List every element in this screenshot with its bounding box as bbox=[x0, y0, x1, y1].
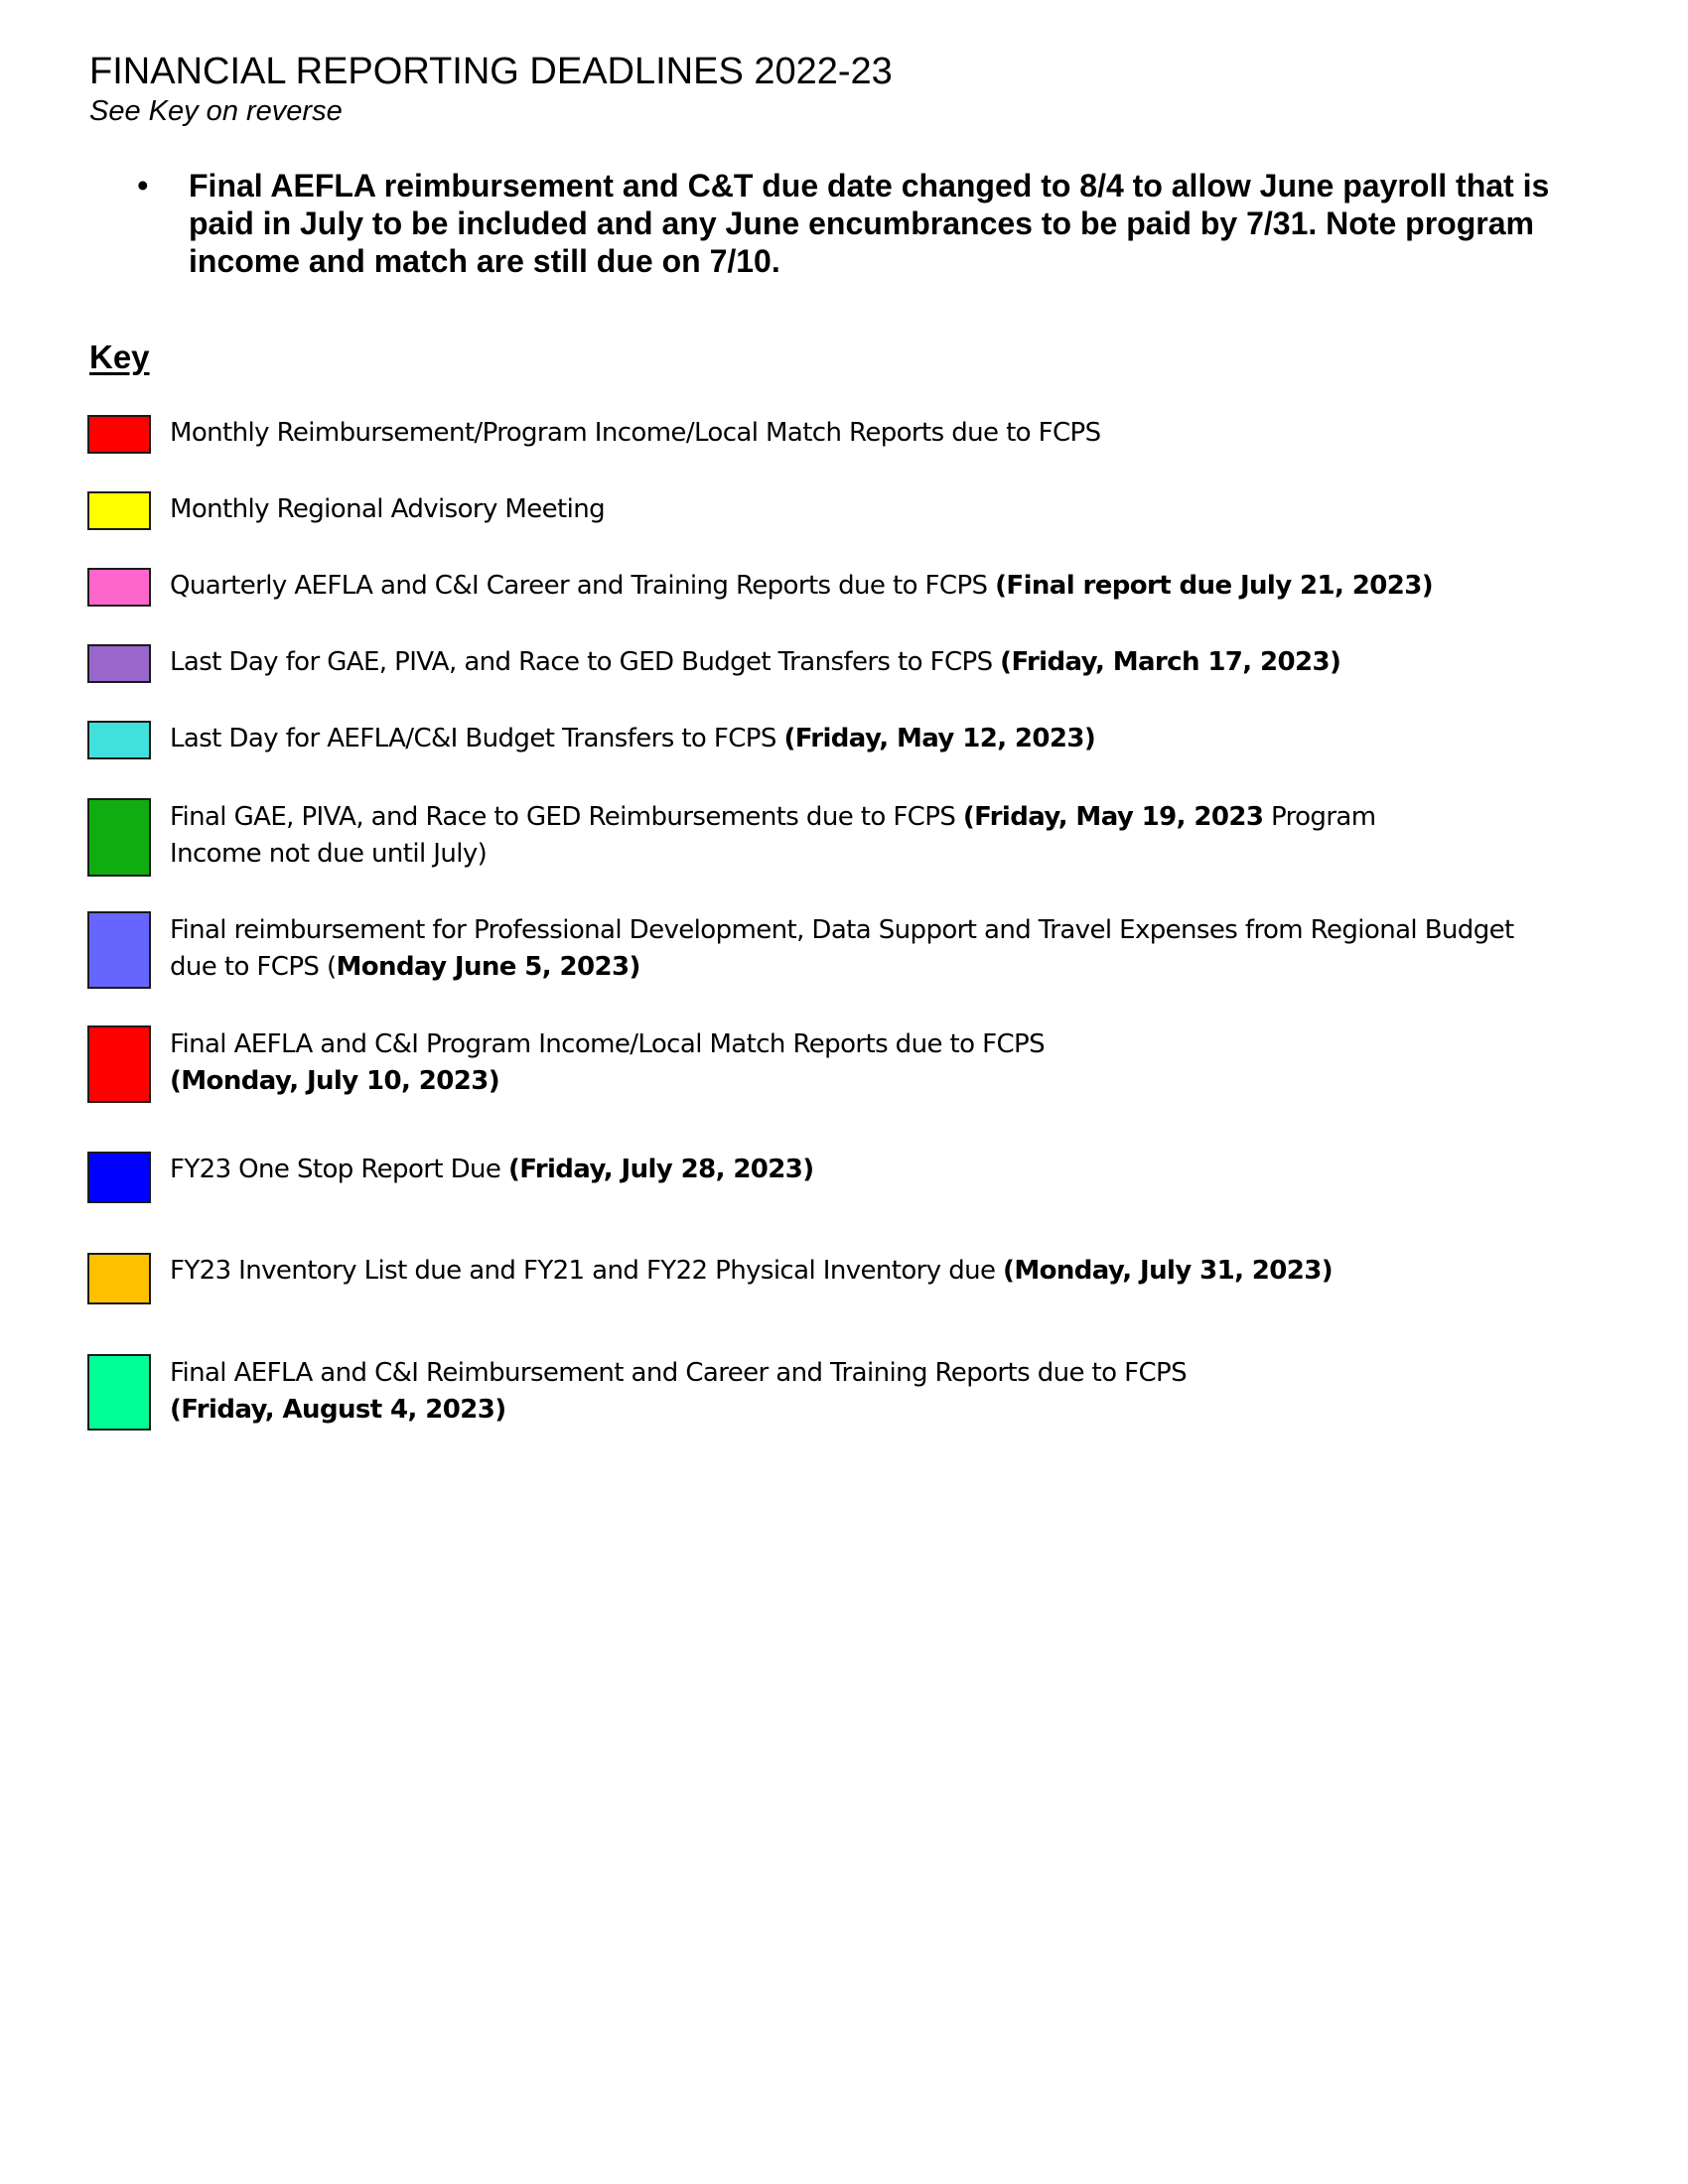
color-swatch bbox=[87, 415, 151, 454]
key-item-label: Final GAE, PIVA, and Race to GED Reimbursements due to FCPS bbox=[170, 802, 963, 832]
page-title: FINANCIAL REPORTING DEADLINES 2022-23 bbox=[89, 51, 893, 92]
color-swatch bbox=[87, 1354, 151, 1431]
key-item-label: Monthly Reimbursement/Program Income/Local Match Reports due to FCPS bbox=[170, 418, 1101, 448]
key-item-date: (Friday, March 17, 2023) bbox=[1000, 647, 1341, 677]
key-item-label: FY23 Inventory List due and FY21 and FY22 Physical Inventory due bbox=[170, 1256, 1004, 1286]
key-item-label: FY23 One Stop Report Due bbox=[170, 1155, 508, 1184]
notice-text: Final AEFLA reimbursement and C&T due date changed to 8/4 to allow June payroll that is paid in July to be included and any June encumbrances to be paid by 7/31. Note program income and match are still due on 7/10. bbox=[189, 168, 1550, 279]
key-item-date: (Friday, May 19, 2023 bbox=[962, 802, 1264, 832]
color-swatch bbox=[87, 1152, 151, 1203]
key-item-date: (Final report due July 21, 2023) bbox=[995, 571, 1433, 601]
key-item-text bbox=[170, 721, 1540, 757]
key-heading: Key bbox=[89, 339, 150, 375]
color-swatch bbox=[87, 721, 151, 759]
key-item-label: Quarterly AEFLA and C&I Career and Training Reports due to FCPS bbox=[170, 571, 996, 601]
key-item-text bbox=[170, 1253, 1540, 1290]
key-item-label: Last Day for AEFLA/C&I Budget Transfers to FCPS bbox=[170, 724, 784, 753]
key-item-text bbox=[170, 799, 1441, 873]
key-item-date: (Friday, August 4, 2023) bbox=[170, 1395, 506, 1425]
key-item-text bbox=[170, 415, 1540, 452]
key-item-text bbox=[170, 644, 1540, 681]
key-item-text bbox=[170, 912, 1530, 986]
color-swatch bbox=[87, 1253, 151, 1304]
page-subtitle: See Key on reverse bbox=[89, 95, 343, 127]
key-item-date: (Monday, July 31, 2023) bbox=[1003, 1256, 1334, 1286]
key-item-note: Program Income not due until July) bbox=[170, 802, 1376, 869]
key-item-text bbox=[170, 1152, 1540, 1188]
bullet-icon: • bbox=[137, 167, 149, 204]
key-item-label: Final AEFLA and C&I Reimbursement and Career and Training Reports due to FCPS bbox=[170, 1358, 1188, 1388]
key-item-text bbox=[170, 1026, 1163, 1100]
key-item-date: (Monday, July 10, 2023) bbox=[170, 1066, 499, 1096]
color-swatch bbox=[87, 491, 151, 530]
key-item-date: (Friday, July 28, 2023) bbox=[507, 1155, 814, 1184]
key-item-label: Final reimbursement for Professional Development, Data Support and Travel Expenses from Regional Budget due to FCPS ( bbox=[170, 915, 1514, 982]
key-item-label: Last Day for GAE, PIVA, and Race to GED Budget Transfers to FCPS bbox=[170, 647, 1001, 677]
color-swatch bbox=[87, 568, 151, 607]
color-swatch bbox=[87, 1025, 151, 1103]
color-swatch bbox=[87, 644, 151, 683]
color-swatch bbox=[87, 911, 151, 989]
key-item-date: (Friday, May 12, 2023) bbox=[783, 724, 1096, 753]
notice bbox=[137, 167, 1587, 280]
key-item-label: Final AEFLA and C&I Program Income/Local Match Reports due to FCPS bbox=[170, 1029, 1045, 1059]
key-item-text bbox=[170, 491, 1540, 528]
key-item-text bbox=[170, 568, 1540, 605]
key-item-label: Monthly Regional Advisory Meeting bbox=[170, 494, 606, 524]
key-item-date: Monday June 5, 2023) bbox=[336, 952, 640, 982]
key-item-text bbox=[170, 1355, 1262, 1429]
color-swatch bbox=[87, 798, 151, 877]
